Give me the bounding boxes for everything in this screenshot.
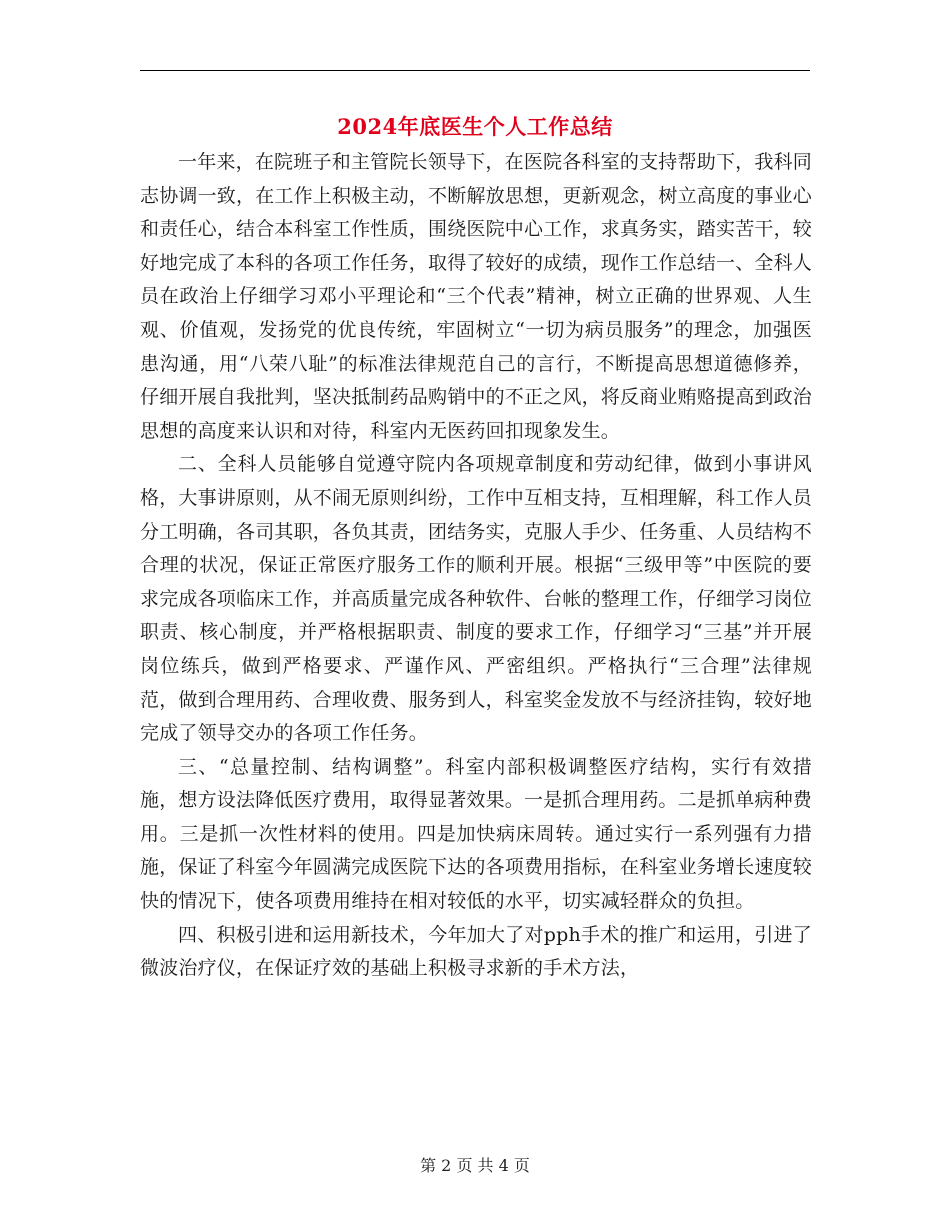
paragraph-1: 一年来，在院班子和主管院长领导下，在医院各科室的支持帮助下，我科同志协调一致，在工作上积极主动，不断解放思想，更新观念，树立高度的事业心和责任心，结合本科室工作性质，围绕医院中心工作，求真务实，踏实苦干，较好地完成了本科的各项工作任务，取得了较好的成绩，现作工作总结一、全科人员在政治上仔细学习邓小平理论和“三个代表”精神，树立正确的世界观、人生观、价值观，发扬党的优良传统，牢固树立“一切为病员服务”的理念，加强医患沟通，用“八荣八耻”的标准法律规范自己的言行，不断提高思想道德修养，仔细开展自我批判，坚决抵制药品购销中的不正之风，将反商业贿赂提高到政治思想的高度来认识和对待，科室内无医药回扣现象发生。 — [140, 151, 813, 442]
document-body — [140, 146, 812, 986]
page-number: 第 2 页 共 4 页 — [420, 1156, 530, 1175]
paragraph-4: 四、积极引进和运用新技术，今年加大了对pph手术的推广和运用，引进了微波治疗仪，在保证疗效的基础上积极寻求新的手术方法， — [140, 923, 812, 980]
paragraph-2: 二、全科人员能够自觉遵守院内各项规章制度和劳动纪律，做到小事讲风格，大事讲原则，从不闹无原则纠纷，工作中互相支持，互相理解，科工作人员分工明确，各司其职，各负其责，团结务实，克服人手少、任务重、人员结构不合理的状况，保证正常医疗服务工作的顺利开展。根据“三级甲等”中医院的要求完成各项临床工作，并高质量完成各种软件、台帐的整理工作，仔细学习岗位职责、核心制度，并严格根据职责、制度的要求工作，仔细学习“三基”并开展岗位练兵，做到严格要求、严谨作风、严密组织。严格执行“三合理”法律规范，做到合理用药、合理收费、服务到人，科室奖金发放不与经济挂钩，较好地完成了领导交办的各项工作任务。 — [140, 453, 813, 745]
document-title: 2024年底医生个人工作总结 — [337, 114, 613, 139]
paragraph-3: 三、“总量控制、结构调整”。科室内部积极调整医疗结构，实行有效措施，想方设法降低医疗费用，取得显著效果。一是抓合理用药。二是抓单病种费用。三是抓一次性材料的使用。四是加快病床周转。通过实行一系列强有力措施，保证了科室今年圆满完成医院下达的各项费用指标，在科室业务增长速度较快的情况下，使各项费用维持在相对较低的水平，切实减轻群众的负担。 — [140, 755, 813, 913]
header-rule — [140, 70, 810, 71]
